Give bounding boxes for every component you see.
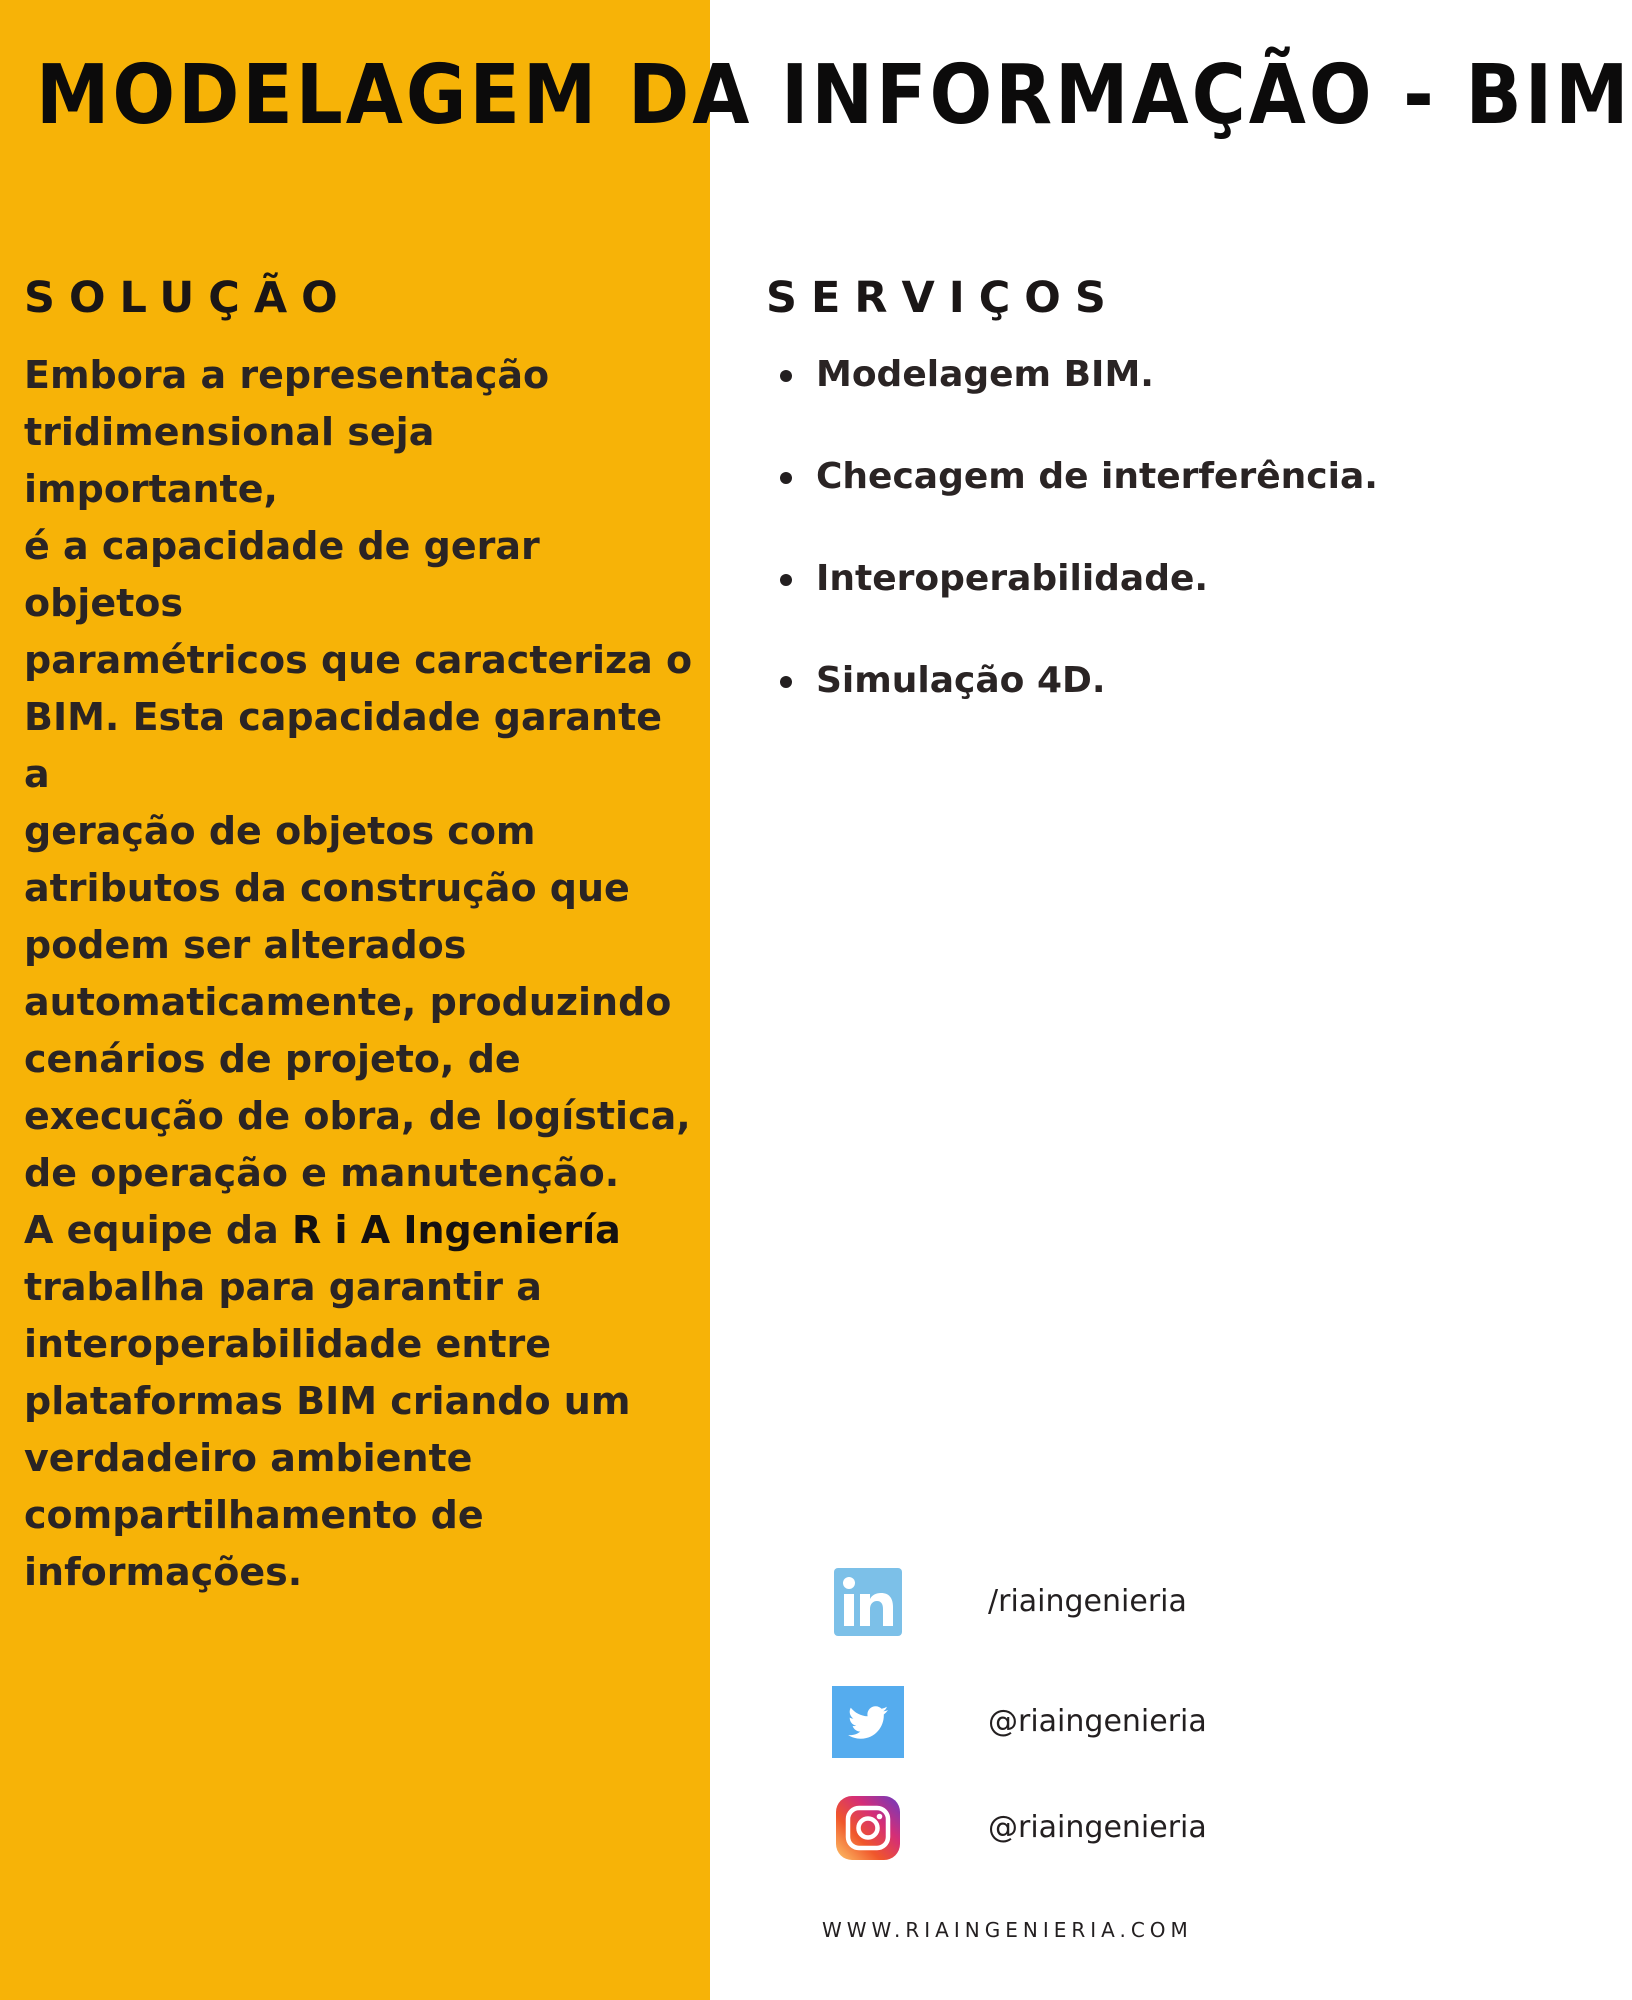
paragraph-line: de operação e manutenção.	[24, 1151, 620, 1195]
linkedin-link[interactable]	[832, 1566, 1392, 1638]
paragraph-line: verdadeiro ambiente	[24, 1436, 473, 1480]
service-item	[776, 549, 1396, 609]
paragraph-line: automaticamente, produzindo	[24, 980, 672, 1024]
paragraph-line: paramétricos que caracteriza o	[24, 638, 693, 682]
paragraph-line: compartilhamento de	[24, 1493, 484, 1537]
paragraph-line: trabalha para garantir a	[24, 1265, 542, 1309]
solution-heading: SOLUÇÃO	[24, 273, 352, 323]
linkedin-icon[interactable]	[832, 1566, 904, 1638]
team-prefix: A equipe da	[24, 1208, 292, 1252]
service-item	[776, 447, 1396, 507]
bullet-icon	[780, 676, 792, 688]
page-title: MODELAGEM DA INFORMAÇÃO - BIM	[36, 48, 1632, 143]
twitter-icon[interactable]	[832, 1686, 904, 1758]
paragraph-line: podem ser alterados	[24, 923, 467, 967]
services-heading: SERVIÇOS	[766, 273, 1120, 323]
service-label: Checagem de interferência.	[816, 456, 1378, 497]
paragraph-line: execução de obra, de logística,	[24, 1094, 691, 1138]
twitter-handle[interactable]: @riaingenieria	[988, 1704, 1207, 1739]
solution-paragraph	[24, 347, 694, 1601]
company-name: R i A Ingeniería	[291, 1208, 621, 1252]
service-label: Modelagem BIM.	[816, 354, 1154, 395]
bullet-icon	[780, 472, 792, 484]
twitter-link[interactable]	[832, 1686, 1392, 1758]
paragraph-line: é a capacidade de gerar objetos	[24, 524, 540, 625]
paragraph-line: tridimensional seja importante,	[24, 410, 435, 511]
paragraph-line: geração de objetos com	[24, 809, 536, 853]
paragraph-line: informações.	[24, 1550, 303, 1594]
instagram-handle[interactable]: @riaingenieria	[988, 1810, 1207, 1845]
service-item	[776, 345, 1396, 405]
service-label: Interoperabilidade.	[816, 558, 1209, 599]
paragraph-line: cenários de projeto, de	[24, 1037, 521, 1081]
bullet-icon	[780, 574, 792, 586]
instagram-icon[interactable]	[832, 1792, 904, 1864]
paragraph-line: atributos da construção que	[24, 866, 630, 910]
instagram-link[interactable]	[832, 1792, 1392, 1864]
paragraph-line: Embora a representação	[24, 353, 550, 397]
website-link[interactable]: WWW.RIAINGENIERIA.COM	[822, 1918, 1193, 1942]
paragraph-line: BIM. Esta capacidade garante a	[24, 695, 663, 796]
service-label: Simulação 4D.	[816, 660, 1106, 701]
linkedin-handle[interactable]: /riaingenieria	[988, 1584, 1187, 1619]
services-list	[776, 345, 1396, 753]
bullet-icon	[780, 370, 792, 382]
paragraph-line: interoperabilidade entre	[24, 1322, 552, 1366]
paragraph-line: plataformas BIM criando um	[24, 1379, 631, 1423]
service-item	[776, 651, 1396, 711]
